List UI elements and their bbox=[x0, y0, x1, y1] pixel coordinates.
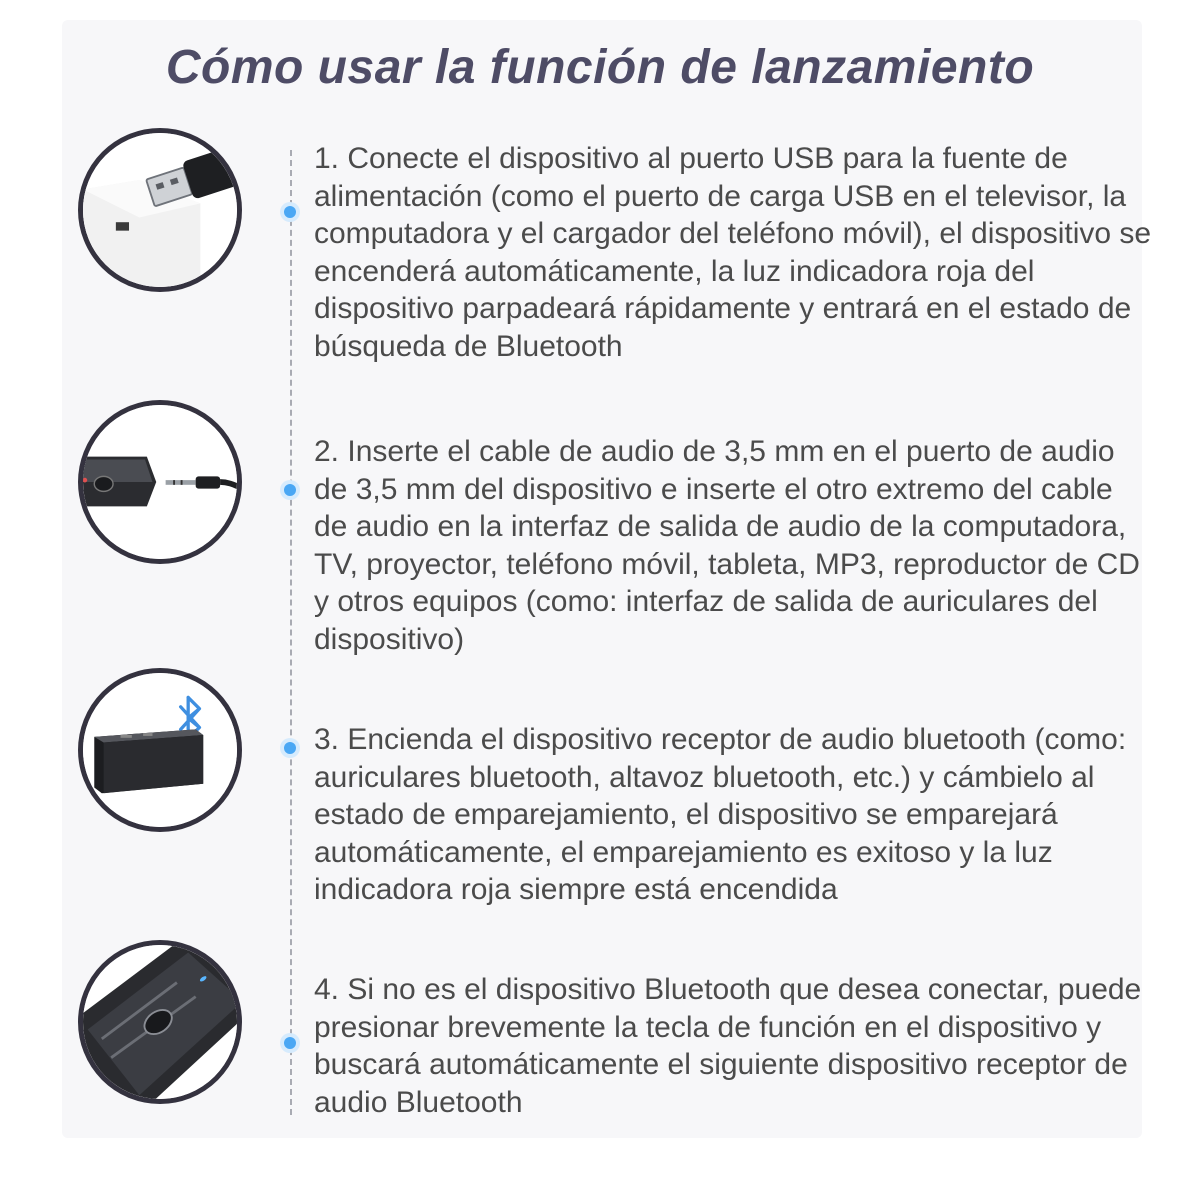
usb-adapter-icon bbox=[78, 128, 242, 292]
function-button-icon bbox=[78, 940, 242, 1104]
step-4-text: 4. Si no es el dispositivo Bluetooth que desea conectar, puede presionar brevemente la tecla de función en el dispositivo y buscará automáticamente el siguiente dispositivo receptor de audio Bluetooth bbox=[314, 973, 1142, 1119]
step-1-marker-dot bbox=[284, 206, 296, 218]
page-title: Cómo usar la función de lanzamiento bbox=[165, 41, 1035, 94]
step-4-marker-dot bbox=[284, 1037, 296, 1049]
timeline-dashed-line bbox=[290, 150, 292, 1115]
step-3-text: 3. Encienda el dispositivo receptor de audio bluetooth (como: auriculares bluetooth, altavoz bluetooth, etc.) y cámbielo al estado de emparejamiento, el dispositivo se emparejará automáticamente, el emparejamiento es exitoso y la luz indicadora roja siempre está encendida bbox=[314, 723, 1127, 906]
audio-jack-icon bbox=[78, 400, 242, 564]
step-3-marker-dot bbox=[284, 742, 296, 754]
bluetooth-speaker-icon bbox=[78, 668, 242, 832]
step-2-text: 2. Inserte el cable de audio de 3,5 mm en el puerto de audio de 3,5 mm del dispositivo e inserte el otro extremo del cable de audio en la interfaz de salida de audio de la computadora, TV, proyector, teléfono móvil, tableta, MP3, reproductor de CD y otros equipos (como: interfaz de salida de auriculares del dispositivo) bbox=[314, 435, 1140, 656]
step-2-marker-dot bbox=[284, 484, 296, 496]
step-1-text: 1. Conecte el dispositivo al puerto USB para la fuente de alimentación (como el puerto de carga USB en el televisor, la computadora y el cargador del teléfono móvil), el dispositivo se encenderá automáticamente, la luz indicadora roja del dispositivo parpadeará rápidamente y entrará en el estado de búsqueda de Bluetooth bbox=[314, 142, 1152, 363]
